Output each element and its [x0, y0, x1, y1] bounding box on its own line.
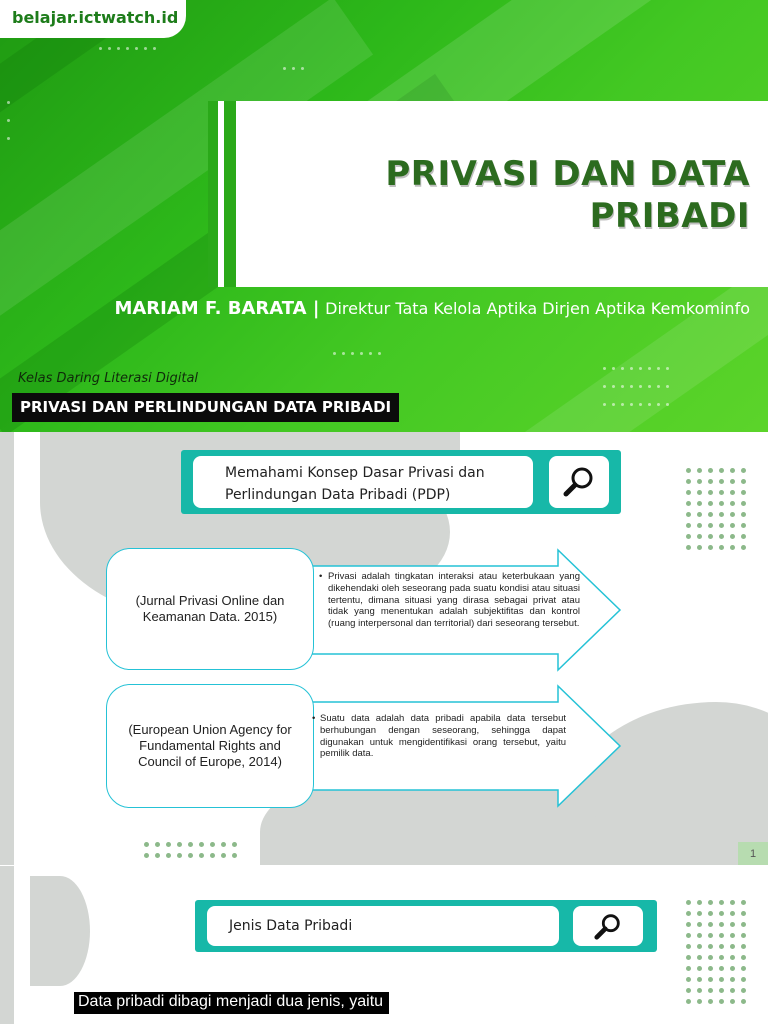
slide-concept	[0, 432, 768, 865]
cover-slide	[0, 0, 768, 432]
title-bar-accent	[224, 101, 236, 287]
decor-dotgrid	[686, 900, 746, 1004]
decor-dots	[330, 345, 410, 363]
page-number: 1	[738, 842, 768, 865]
title-line-1: PRIVASI DAN DATA	[385, 154, 750, 194]
topic-search-field[interactable]	[207, 906, 559, 946]
topic-line-2: Perlindungan Data Pribadi (PDP)	[225, 487, 451, 503]
topic-search-bar	[195, 900, 657, 952]
title-bar-accent	[208, 101, 218, 287]
site-logo[interactable]: belajar.ictwatch.id	[0, 0, 186, 38]
source-box: (Jurnal Privasi Online dan Keamanan Data. 2015)	[106, 548, 314, 670]
title-card	[208, 101, 768, 287]
author-line	[114, 298, 750, 319]
decor-dots	[4, 94, 16, 148]
search-button[interactable]	[573, 906, 643, 946]
decor-dots	[600, 360, 680, 414]
title-line-2: PRIBADI	[589, 196, 750, 236]
bullet: •	[312, 713, 316, 724]
class-label: Kelas Daring Literasi Digital	[18, 371, 199, 386]
definition-text	[312, 713, 566, 760]
author-name: MARIAM F. BARATA |	[114, 298, 320, 319]
magnifier-icon	[561, 464, 597, 500]
topic-line-1: Memahami Konsep Dasar Privasi dan	[225, 465, 485, 481]
page-title	[270, 153, 750, 237]
decor-dotgrid	[144, 842, 237, 858]
topic-search-field[interactable]	[193, 456, 533, 508]
decor-dots	[96, 40, 176, 58]
decor-blob	[0, 866, 14, 1024]
bullet: •	[319, 571, 323, 582]
caption: Data pribadi dibagi menjadi dua jenis, yaitu	[74, 992, 389, 1014]
decor-blob	[30, 876, 90, 986]
source-box: (European Union Agency for Fundamental Rights and Council of Europe, 2014)	[106, 684, 314, 808]
slide-types	[0, 866, 768, 1024]
topic-line: Jenis Data Pribadi	[229, 918, 353, 934]
definition-text	[319, 571, 580, 630]
decor-dots	[280, 60, 320, 78]
search-button[interactable]	[549, 456, 609, 508]
definition-body: Privasi adalah tingkatan interaksi atau keterbukaan yang dikehendaki oleh seseorang pada suatu kondisi atau situasi tertentu, dimana situasi yang dirasa sebagai privat atau tidak yang menentukan adalah subjektifitas dan kontrol (ruang interpersonal dan territorial) dari seseorang tersebut.	[328, 571, 580, 630]
decor-blob	[0, 432, 14, 865]
definition-body: Suatu data adalah data pribadi apabila data tersebut berhubungan dengan seseorang, sehingga dapat digunakan untuk mengidentifikasi orang tersebut, yaitu pemilik data.	[320, 713, 566, 760]
class-title: PRIVASI DAN PERLINDUNGAN DATA PRIBADI	[12, 393, 399, 422]
author-role: Direktur Tata Kelola Aptika Dirjen Aptika Kemkominfo	[325, 299, 750, 318]
decor-dotgrid	[686, 468, 746, 550]
magnifier-icon	[591, 911, 625, 941]
topic-search-bar	[181, 450, 621, 514]
